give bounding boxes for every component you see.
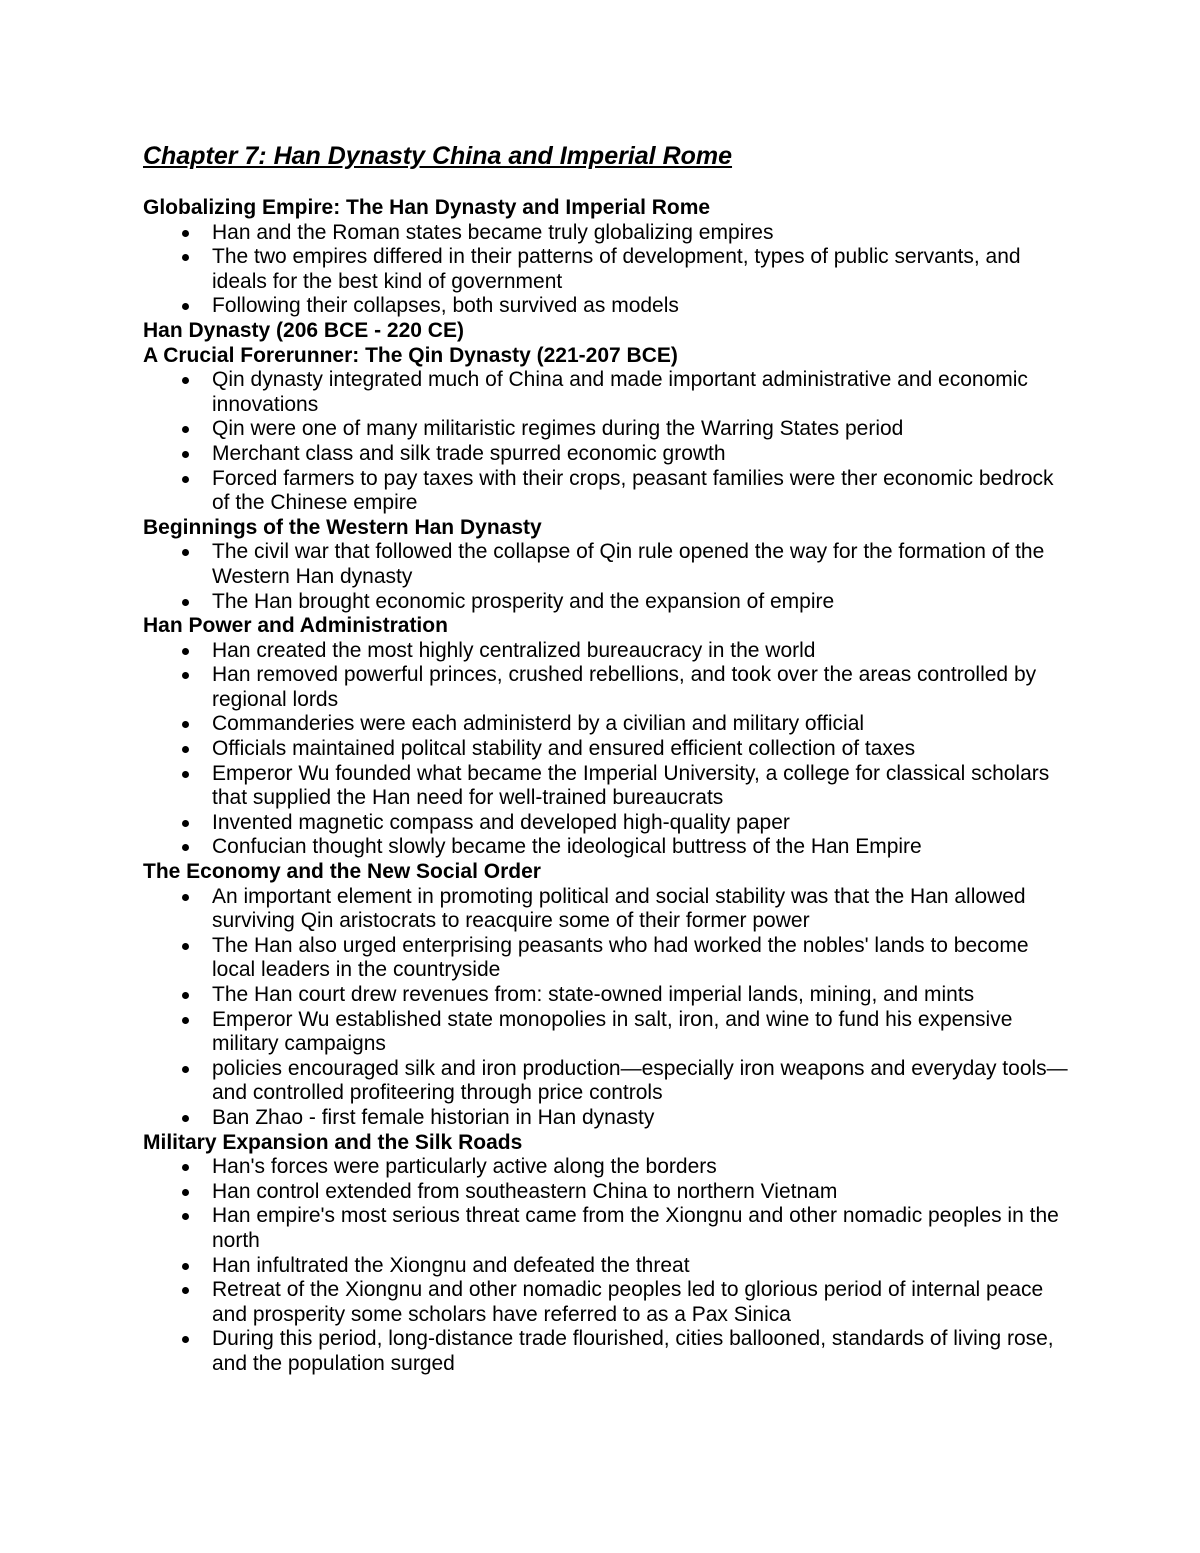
bullet-dot-icon: [182, 721, 189, 728]
bullet-dot-icon: [182, 771, 189, 778]
bullet-dot-icon: [182, 844, 189, 851]
list-item-text: Han removed powerful princes, crushed rebellions, and took over the areas controlled by regional lords: [212, 663, 1037, 711]
list-item: [143, 245, 1073, 294]
list-item-text: Officials maintained politcal stability and ensured efficient collection of taxes: [212, 737, 916, 761]
list-item: [143, 762, 1073, 811]
list-item-text: The Han also urged enterprising peasants who had worked the nobles' lands to become local leaders in the countryside: [212, 933, 1029, 982]
bullet-dot-icon: [182, 1115, 189, 1122]
bullet-list: [143, 885, 1073, 1131]
bullet-dot-icon: [182, 1287, 189, 1294]
bullet-list: [143, 221, 1073, 319]
list-item-text: Han and the Roman states became truly globalizing empires: [212, 220, 774, 244]
list-item-text: The Han brought economic prosperity and the expansion of empire: [212, 589, 835, 613]
list-item-text: Emperor Wu established state monopolies in salt, iron, and wine to fund his expensive military campaigns: [212, 1007, 1013, 1056]
list-item-text: The civil war that followed the collapse of Qin rule opened the way for the formation of the Western Han dynasty: [212, 540, 1045, 588]
list-item-text: policies encouraged silk and iron production—especially iron weapons and everyday tools—and controlled profiteering through price controls: [212, 1056, 1068, 1105]
list-item-text: Commanderies were each administerd by a civilian and military official: [212, 712, 865, 736]
list-item: [143, 442, 1073, 467]
bullet-dot-icon: [182, 254, 189, 261]
bullet-dot-icon: [182, 426, 189, 433]
list-item: [143, 417, 1073, 442]
list-item: [143, 934, 1073, 983]
bullet-dot-icon: [182, 1164, 189, 1171]
list-item-text: Han's forces were particularly active along the borders: [212, 1155, 717, 1179]
section: [143, 319, 1073, 344]
list-item: [143, 885, 1073, 934]
section: [143, 614, 1073, 860]
bullet-dot-icon: [182, 1263, 189, 1270]
list-item: [143, 1106, 1073, 1131]
list-item-text: Han control extended from southeastern China to northern Vietnam: [212, 1179, 838, 1203]
section-heading: Han Power and Administration: [143, 614, 448, 638]
list-item-text: Invented magnetic compass and developed high-quality paper: [212, 810, 790, 834]
bullet-list: [143, 639, 1073, 860]
section-heading: The Economy and the New Social Order: [143, 860, 541, 884]
section: [143, 860, 1073, 1131]
list-item-text: The two empires differed in their patterns of development, types of public servants, and ideals for the best kind of government: [212, 245, 1021, 293]
notes-body: [143, 196, 1073, 1377]
section-heading: Beginnings of the Western Han Dynasty: [143, 515, 542, 539]
list-item-text: Emperor Wu founded what became the Imperial University, a college for classical scholars that supplied the Han need for well-trained bureaucrats: [212, 761, 1050, 810]
list-item: [143, 1008, 1073, 1057]
list-item: [143, 712, 1073, 737]
bullet-dot-icon: [182, 1336, 189, 1343]
bullet-dot-icon: [182, 476, 189, 483]
bullet-dot-icon: [182, 1066, 189, 1073]
section: [143, 196, 1073, 319]
section: [143, 344, 1073, 516]
bullet-dot-icon: [182, 451, 189, 458]
bullet-dot-icon: [182, 377, 189, 384]
bullet-dot-icon: [182, 303, 189, 310]
list-item: [143, 1204, 1073, 1253]
list-item: [143, 221, 1073, 246]
bullet-dot-icon: [182, 1017, 189, 1024]
bullet-dot-icon: [182, 992, 189, 999]
bullet-dot-icon: [182, 820, 189, 827]
bullet-dot-icon: [182, 1189, 189, 1196]
page-title: Chapter 7: Han Dynasty China and Imperial Rome: [143, 142, 733, 170]
list-item: [143, 590, 1073, 615]
list-item-text: The Han court drew revenues from: state-owned imperial lands, mining, and mints: [212, 983, 975, 1006]
bullet-dot-icon: [182, 746, 189, 753]
list-item-text: Han infultrated the Xiongnu and defeated the threat: [212, 1253, 690, 1277]
list-item-text: An important element in promoting political and social stability was that the Han allowed surviving Qin aristocrats to reacquire some of their former power: [212, 884, 1026, 933]
bullet-dot-icon: [182, 648, 189, 655]
document-page: [143, 138, 1073, 1377]
list-item-text: During this period, long-distance trade flourished, cities ballooned, standards of living rose, and the population surged: [212, 1327, 1054, 1375]
bullet-dot-icon: [182, 549, 189, 556]
bullet-dot-icon: [182, 943, 189, 950]
section-heading: A Crucial Forerunner: The Qin Dynasty (221-207 BCE): [143, 343, 678, 367]
list-item: [143, 1327, 1073, 1376]
list-item: [143, 983, 1073, 1008]
list-item-text: Forced farmers to pay taxes with their crops, peasant families were ther economic bedrock of the Chinese empire: [212, 466, 1054, 515]
list-item: [143, 811, 1073, 836]
bullet-dot-icon: [182, 230, 189, 237]
list-item: [143, 540, 1073, 589]
list-item: [143, 835, 1073, 860]
bullet-list: [143, 1155, 1073, 1376]
list-item-text: Merchant class and silk trade spurred economic growth: [212, 441, 726, 465]
list-item-text: Qin dynasty integrated much of China and made important administrative and economic innovations: [212, 368, 1028, 416]
list-item: [143, 1278, 1073, 1327]
bullet-list: [143, 368, 1073, 516]
list-item: [143, 467, 1073, 516]
section-heading: Globalizing Empire: The Han Dynasty and Imperial Rome: [143, 196, 711, 219]
list-item-text: Following their collapses, both survived as models: [212, 294, 679, 318]
list-item: [143, 639, 1073, 664]
list-item-text: Han empire's most serious threat came from the Xiongnu and other nomadic peoples in the north: [212, 1204, 1059, 1252]
section: [143, 1131, 1073, 1377]
list-item: [143, 294, 1073, 319]
list-item-text: Ban Zhao - first female historian in Han dynasty: [212, 1105, 655, 1129]
list-item-text: Retreat of the Xiongnu and other nomadic peoples led to glorious period of internal peace and prosperity some scholars have referred to as a Pax Sinica: [212, 1278, 1044, 1326]
section-heading: Han Dynasty (206 BCE - 220 CE): [143, 318, 464, 342]
bullet-dot-icon: [182, 672, 189, 679]
list-item: [143, 737, 1073, 762]
list-item: [143, 1180, 1073, 1205]
list-item: [143, 1057, 1073, 1106]
section-heading: Military Expansion and the Silk Roads: [143, 1130, 523, 1154]
list-item: [143, 663, 1073, 712]
list-item-text: Han created the most highly centralized bureaucracy in the world: [212, 638, 816, 662]
bullet-list: [143, 540, 1073, 614]
bullet-dot-icon: [182, 894, 189, 901]
list-item-text: Confucian thought slowly became the ideological buttress of the Han Empire: [212, 835, 922, 859]
list-item: [143, 1254, 1073, 1279]
bullet-dot-icon: [182, 599, 189, 606]
section: [143, 516, 1073, 614]
list-item-text: Qin were one of many militaristic regimes during the Warring States period: [212, 417, 904, 441]
list-item: [143, 1155, 1073, 1180]
bullet-dot-icon: [182, 1213, 189, 1220]
list-item: [143, 368, 1073, 417]
